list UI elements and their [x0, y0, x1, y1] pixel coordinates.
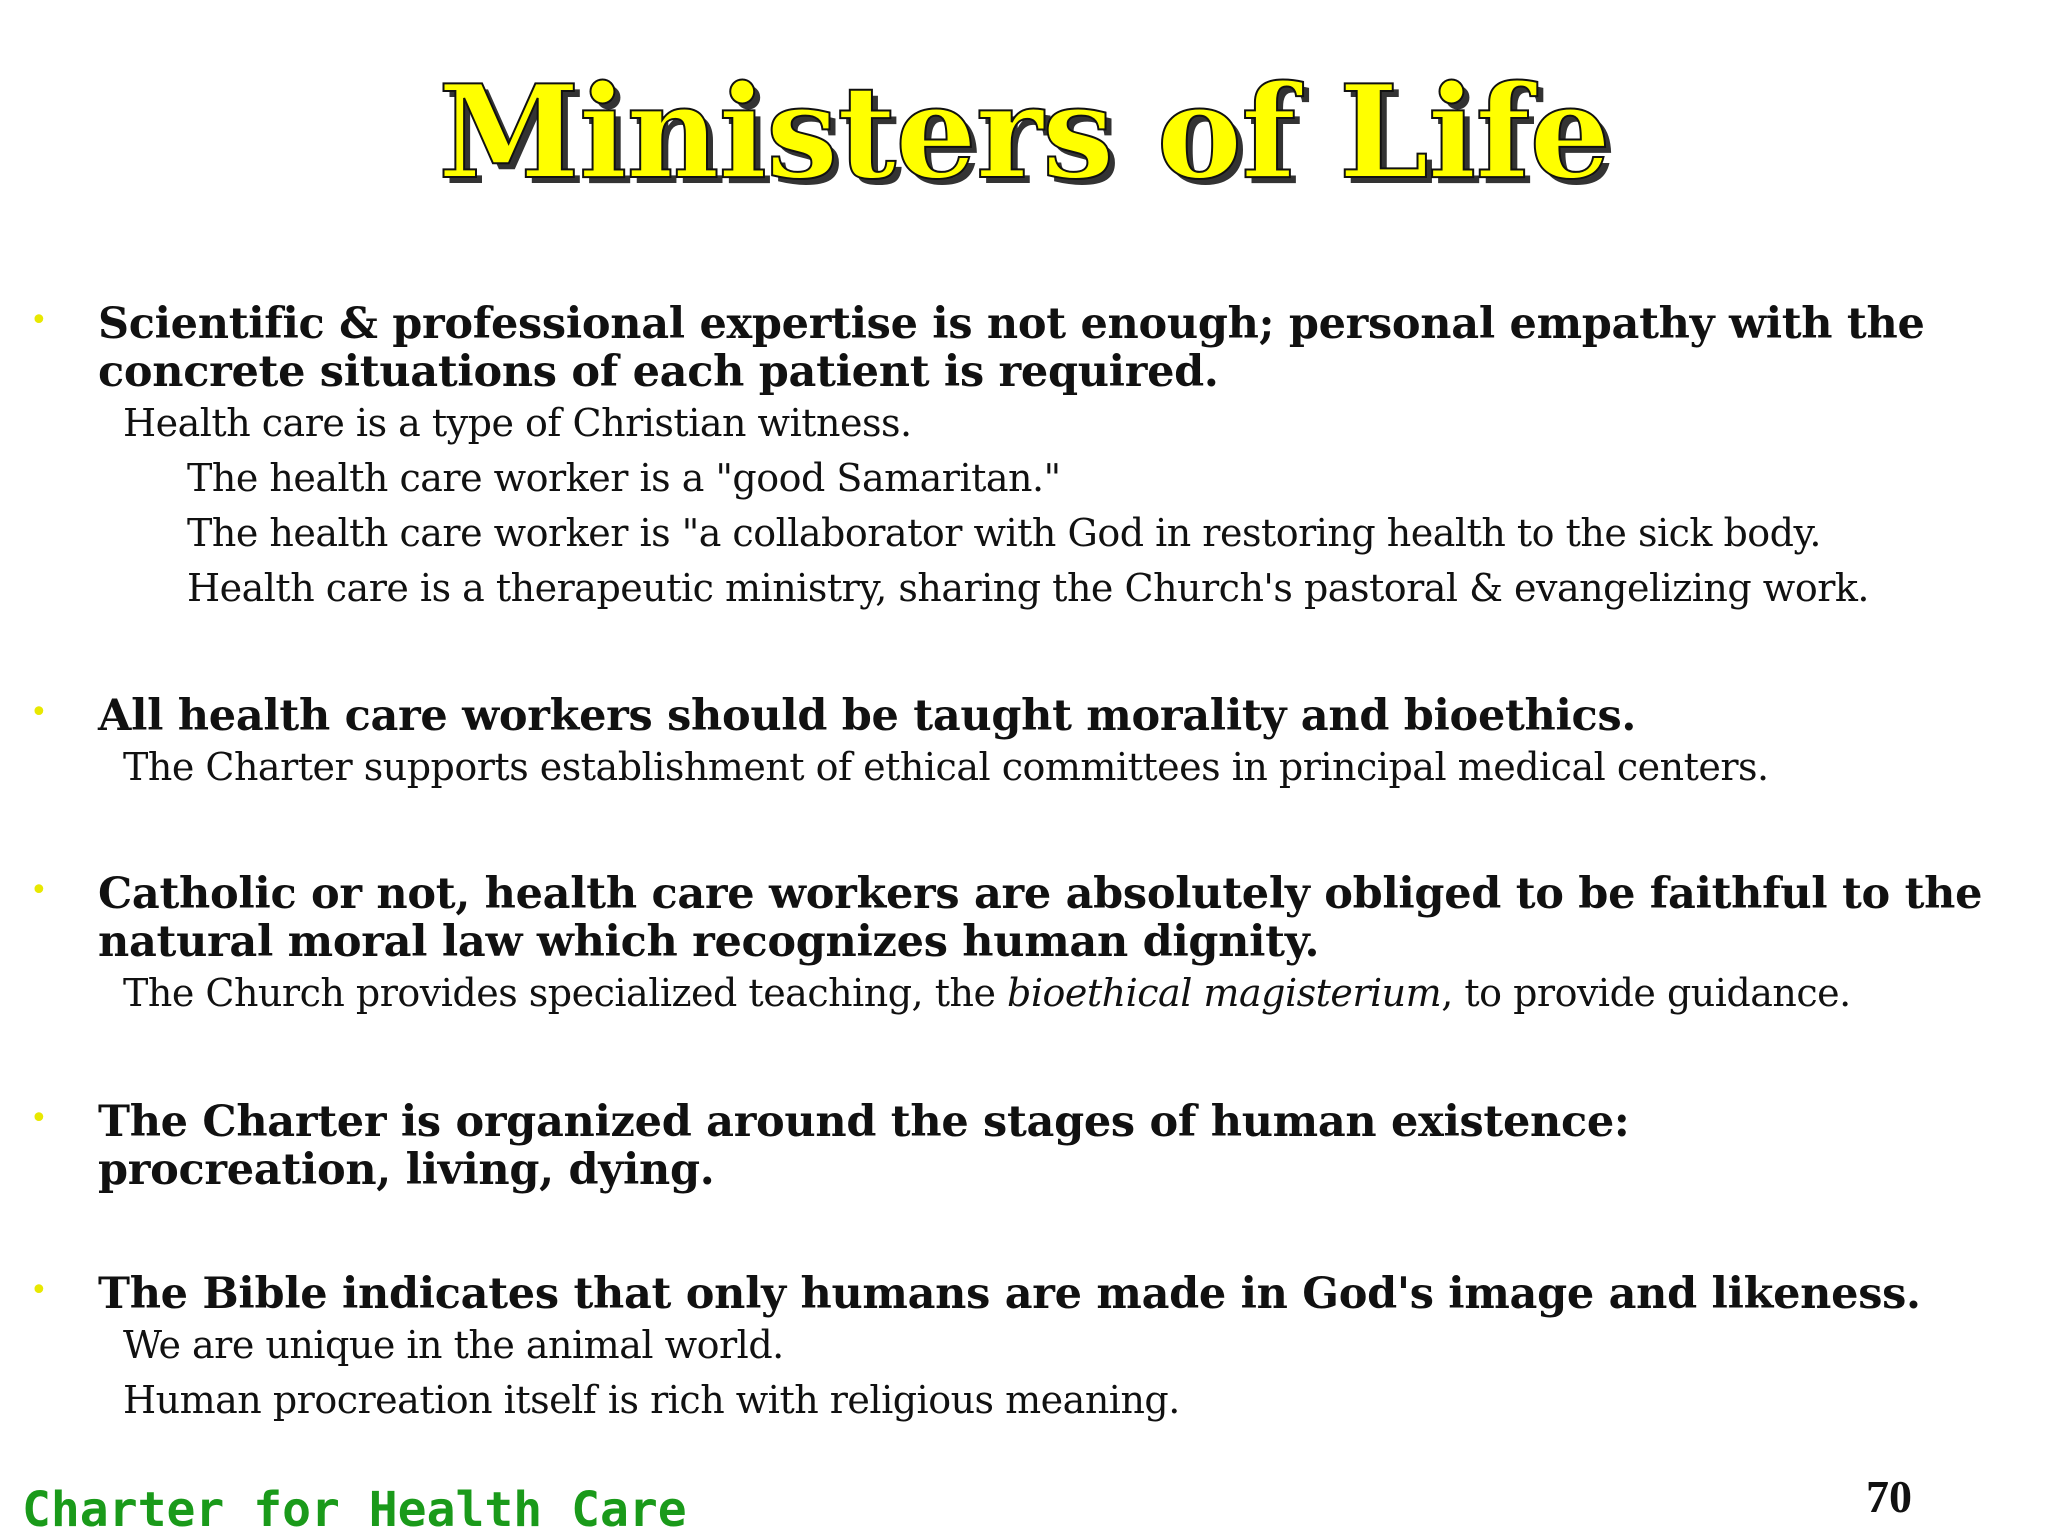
footer-label: Charter for Health Care — [22, 1482, 687, 1538]
bullet-marker: • — [30, 1273, 48, 1308]
bullet-item — [30, 1098, 2020, 1194]
bullet-item — [30, 300, 2020, 616]
bullet-subpoint — [123, 966, 2020, 1021]
bullet-heading-line: The Charter is organized around the stages of human existence: — [98, 1097, 1630, 1147]
bullet-marker: • — [30, 873, 48, 908]
bullet-item — [30, 870, 2020, 1021]
subpoint-text: The Church provides specialized teaching, the — [123, 971, 1008, 1015]
bullet-heading-line: All health care workers should be taught morality and bioethics. — [98, 691, 1637, 741]
bullet-subpoint: Human procreation itself is rich with religious meaning. — [123, 1378, 1180, 1422]
bullet-subpoint: The Charter supports establishment of ethical committees in principal medical centers. — [123, 745, 1769, 789]
bullet-heading — [98, 1270, 2020, 1318]
bullet-item — [30, 1270, 2020, 1428]
bullet-heading — [98, 1098, 2020, 1194]
bullet-marker: • — [30, 695, 48, 730]
bullet-subpoint: The health care worker is "a collaborator with God in restoring health to the sick body. — [187, 511, 1822, 555]
subpoint-text: , to provide guidance. — [1441, 971, 1851, 1015]
slide-title: Ministers of Life — [438, 58, 1610, 208]
bullet-heading-line: The Bible indicates that only humans are made in God's image and likeness. — [98, 1269, 1921, 1319]
bullet-subpoint: Health care is a therapeutic ministry, sharing the Church's pastoral & evangelizing work. — [187, 566, 1869, 610]
page-number: 70 — [1866, 1471, 1912, 1522]
bullet-heading-line: procreation, living, dying. — [98, 1145, 715, 1195]
bullet-heading-line: Catholic or not, health care workers are absolutely obliged to be faithful to the — [98, 869, 1983, 919]
bullet-subpoint: The health care worker is a "good Samaritan." — [187, 456, 1061, 500]
bullet-heading — [98, 870, 2020, 966]
bullet-item — [30, 692, 2020, 795]
bullet-heading — [98, 692, 2020, 740]
bullet-heading-line: natural moral law which recognizes human dignity. — [98, 917, 1320, 967]
bullet-subpoint: We are unique in the animal world. — [123, 1323, 784, 1367]
bullet-subpoint: Health care is a type of Christian witness. — [123, 401, 912, 445]
bullet-heading-line: Scientific & professional expertise is not enough; personal empathy with the — [98, 299, 1925, 349]
subpoint-italic-term: bioethical magisterium — [1007, 971, 1442, 1015]
bullet-marker: • — [30, 303, 48, 338]
bullet-heading — [98, 300, 2020, 396]
bullet-marker: • — [30, 1101, 48, 1136]
bullet-heading-line: concrete situations of each patient is required. — [98, 347, 1219, 397]
